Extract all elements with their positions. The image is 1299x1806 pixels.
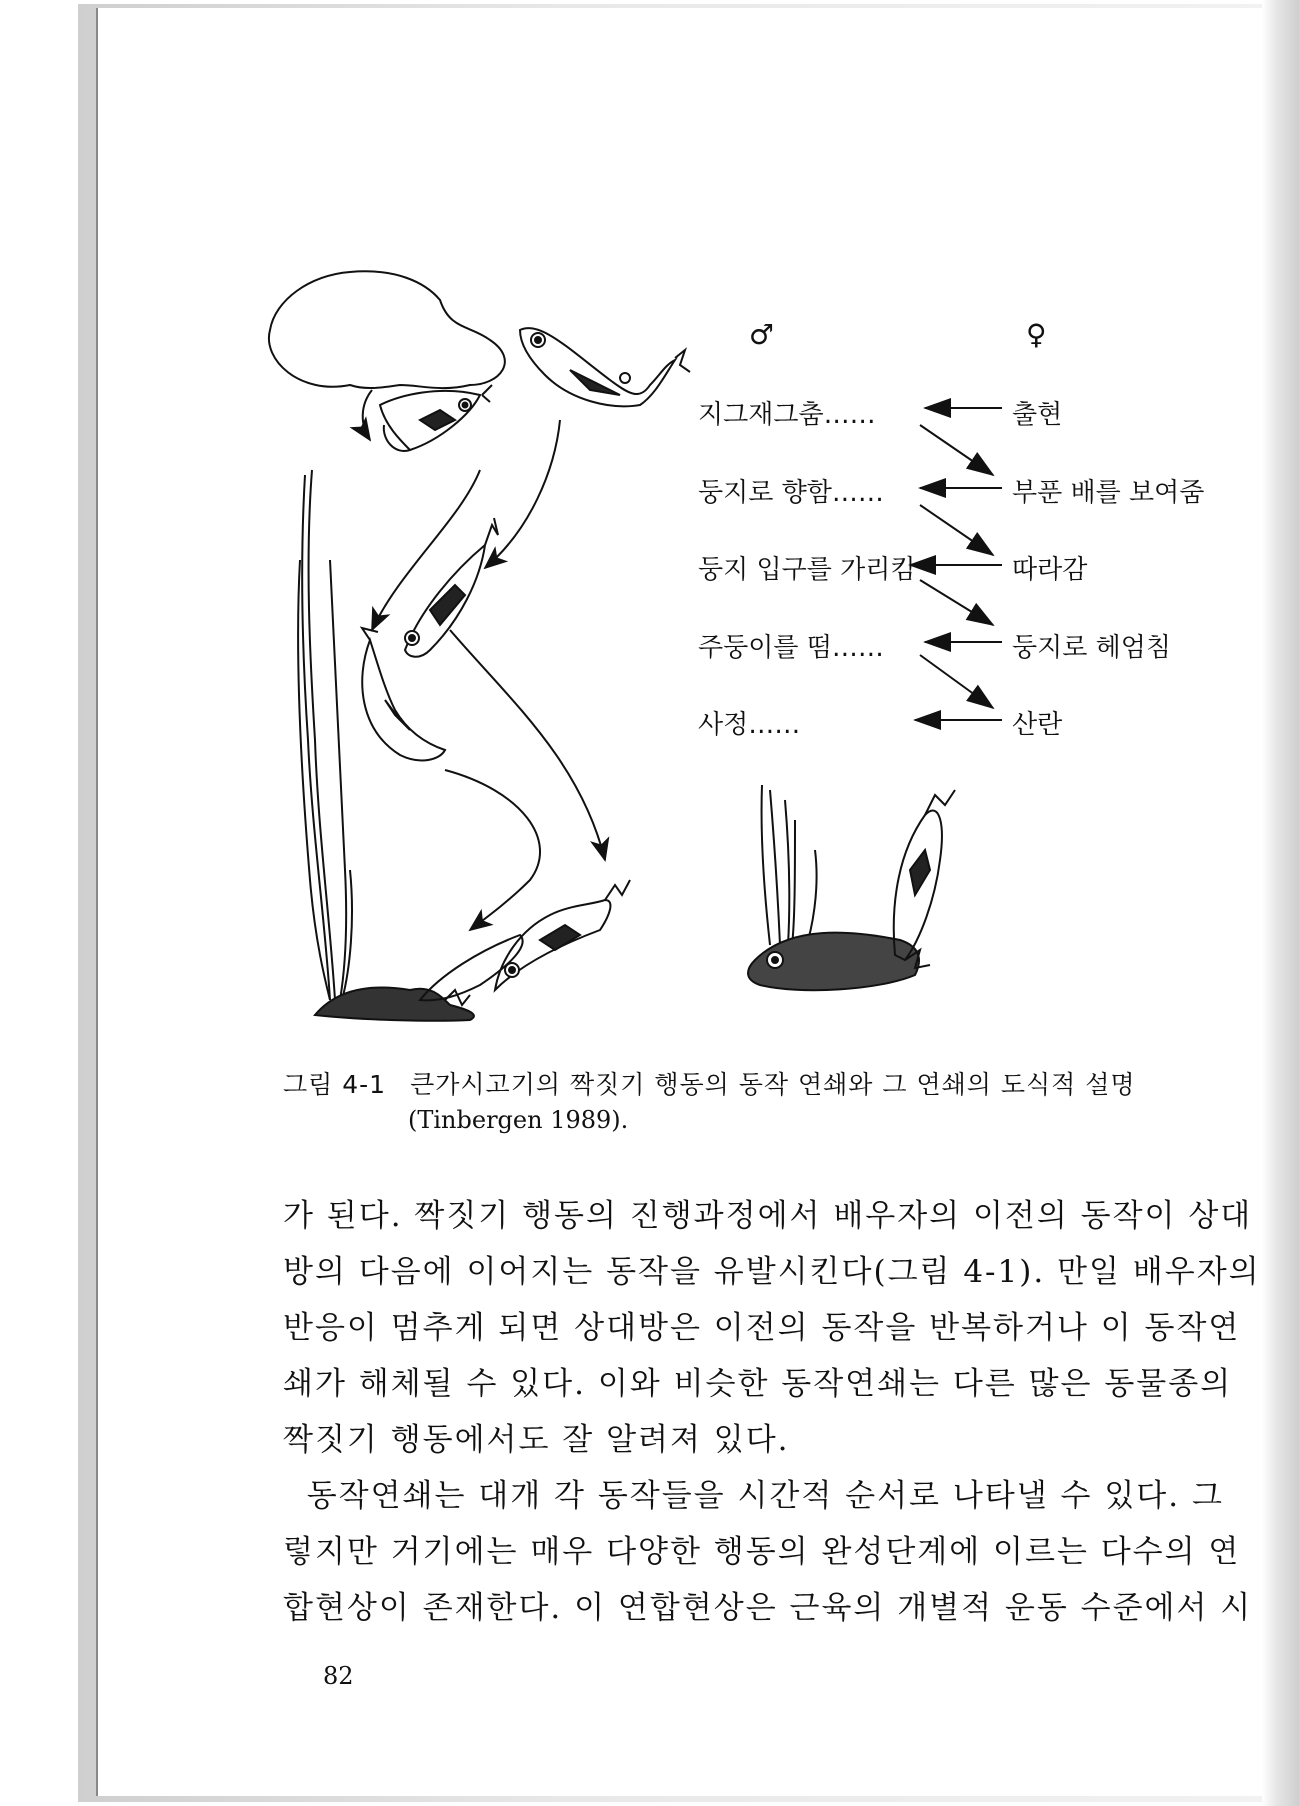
figure-caption-text: 큰가시고기의 짝짓기 행동의 동작 연쇄와 그 연쇄의 도식적 설명	[410, 1070, 1136, 1099]
seaweed-left	[298, 470, 352, 1000]
body-line-6: 동작연쇄는 대개 각 동작들을 시간적 순서로 나타낼 수 있다. 그	[283, 1478, 1224, 1514]
body-line-5: 짝짓기 행동에서도 잘 알려져 있다.	[283, 1422, 790, 1458]
page-number: 82	[323, 1662, 354, 1690]
body-line-7: 렇지만 거기에는 매우 다양한 행동의 완성단계에 이르는 다수의 연	[283, 1534, 1241, 1570]
female-step-1: 출현	[1012, 400, 1063, 430]
male-step-3: 둥지 입구를 가리킴	[698, 555, 916, 585]
body-line-2: 방의 다음에 이어지는 동작을 유발시킨다(그림 4-1). 만일 배우자의	[283, 1254, 1261, 1290]
figure-caption	[283, 1065, 1136, 1101]
fish-2	[520, 328, 690, 406]
cloud-outline	[269, 271, 505, 388]
fish-3	[405, 518, 498, 657]
female-symbol: ♀	[1026, 318, 1047, 351]
figure-caption-label: 그림 4-1	[283, 1070, 387, 1099]
nest-left	[315, 988, 474, 1021]
body-line-4: 쇄가 해체될 수 있다. 이와 비슷한 동작연쇄는 다른 많은 동물종의	[283, 1366, 1233, 1402]
figure-citation: (Tinbergen 1989).	[408, 1106, 629, 1134]
female-step-2: 부푼 배를 보여줌	[1012, 478, 1205, 508]
seaweed-right	[762, 785, 817, 950]
male-step-5: 사정……	[698, 710, 801, 740]
fish-pair-bottom	[420, 880, 630, 1000]
female-step-4: 둥지로 헤엄침	[1012, 633, 1171, 663]
body-line-8: 합현상이 존재한다. 이 연합현상은 근육의 개별적 운동 수준에서 시	[283, 1590, 1253, 1626]
female-step-5: 산란	[1012, 710, 1063, 740]
male-step-2: 둥지로 향함……	[698, 478, 884, 508]
male-symbol: ♂	[749, 318, 775, 351]
male-step-1: 지그재그춤……	[698, 400, 876, 430]
ethogram-arrows	[910, 408, 1002, 720]
female-step-3: 따라감	[1012, 555, 1088, 585]
body-line-1: 가 된다. 짝짓기 행동의 진행과정에서 배우자의 이전의 동작이 상대	[283, 1198, 1253, 1234]
fish-1	[380, 385, 492, 451]
male-step-4: 주둥이를 떰……	[698, 633, 884, 663]
body-line-3: 반응이 멈추게 되면 상대방은 이전의 동작을 반복하거나 이 동작연	[283, 1310, 1241, 1346]
